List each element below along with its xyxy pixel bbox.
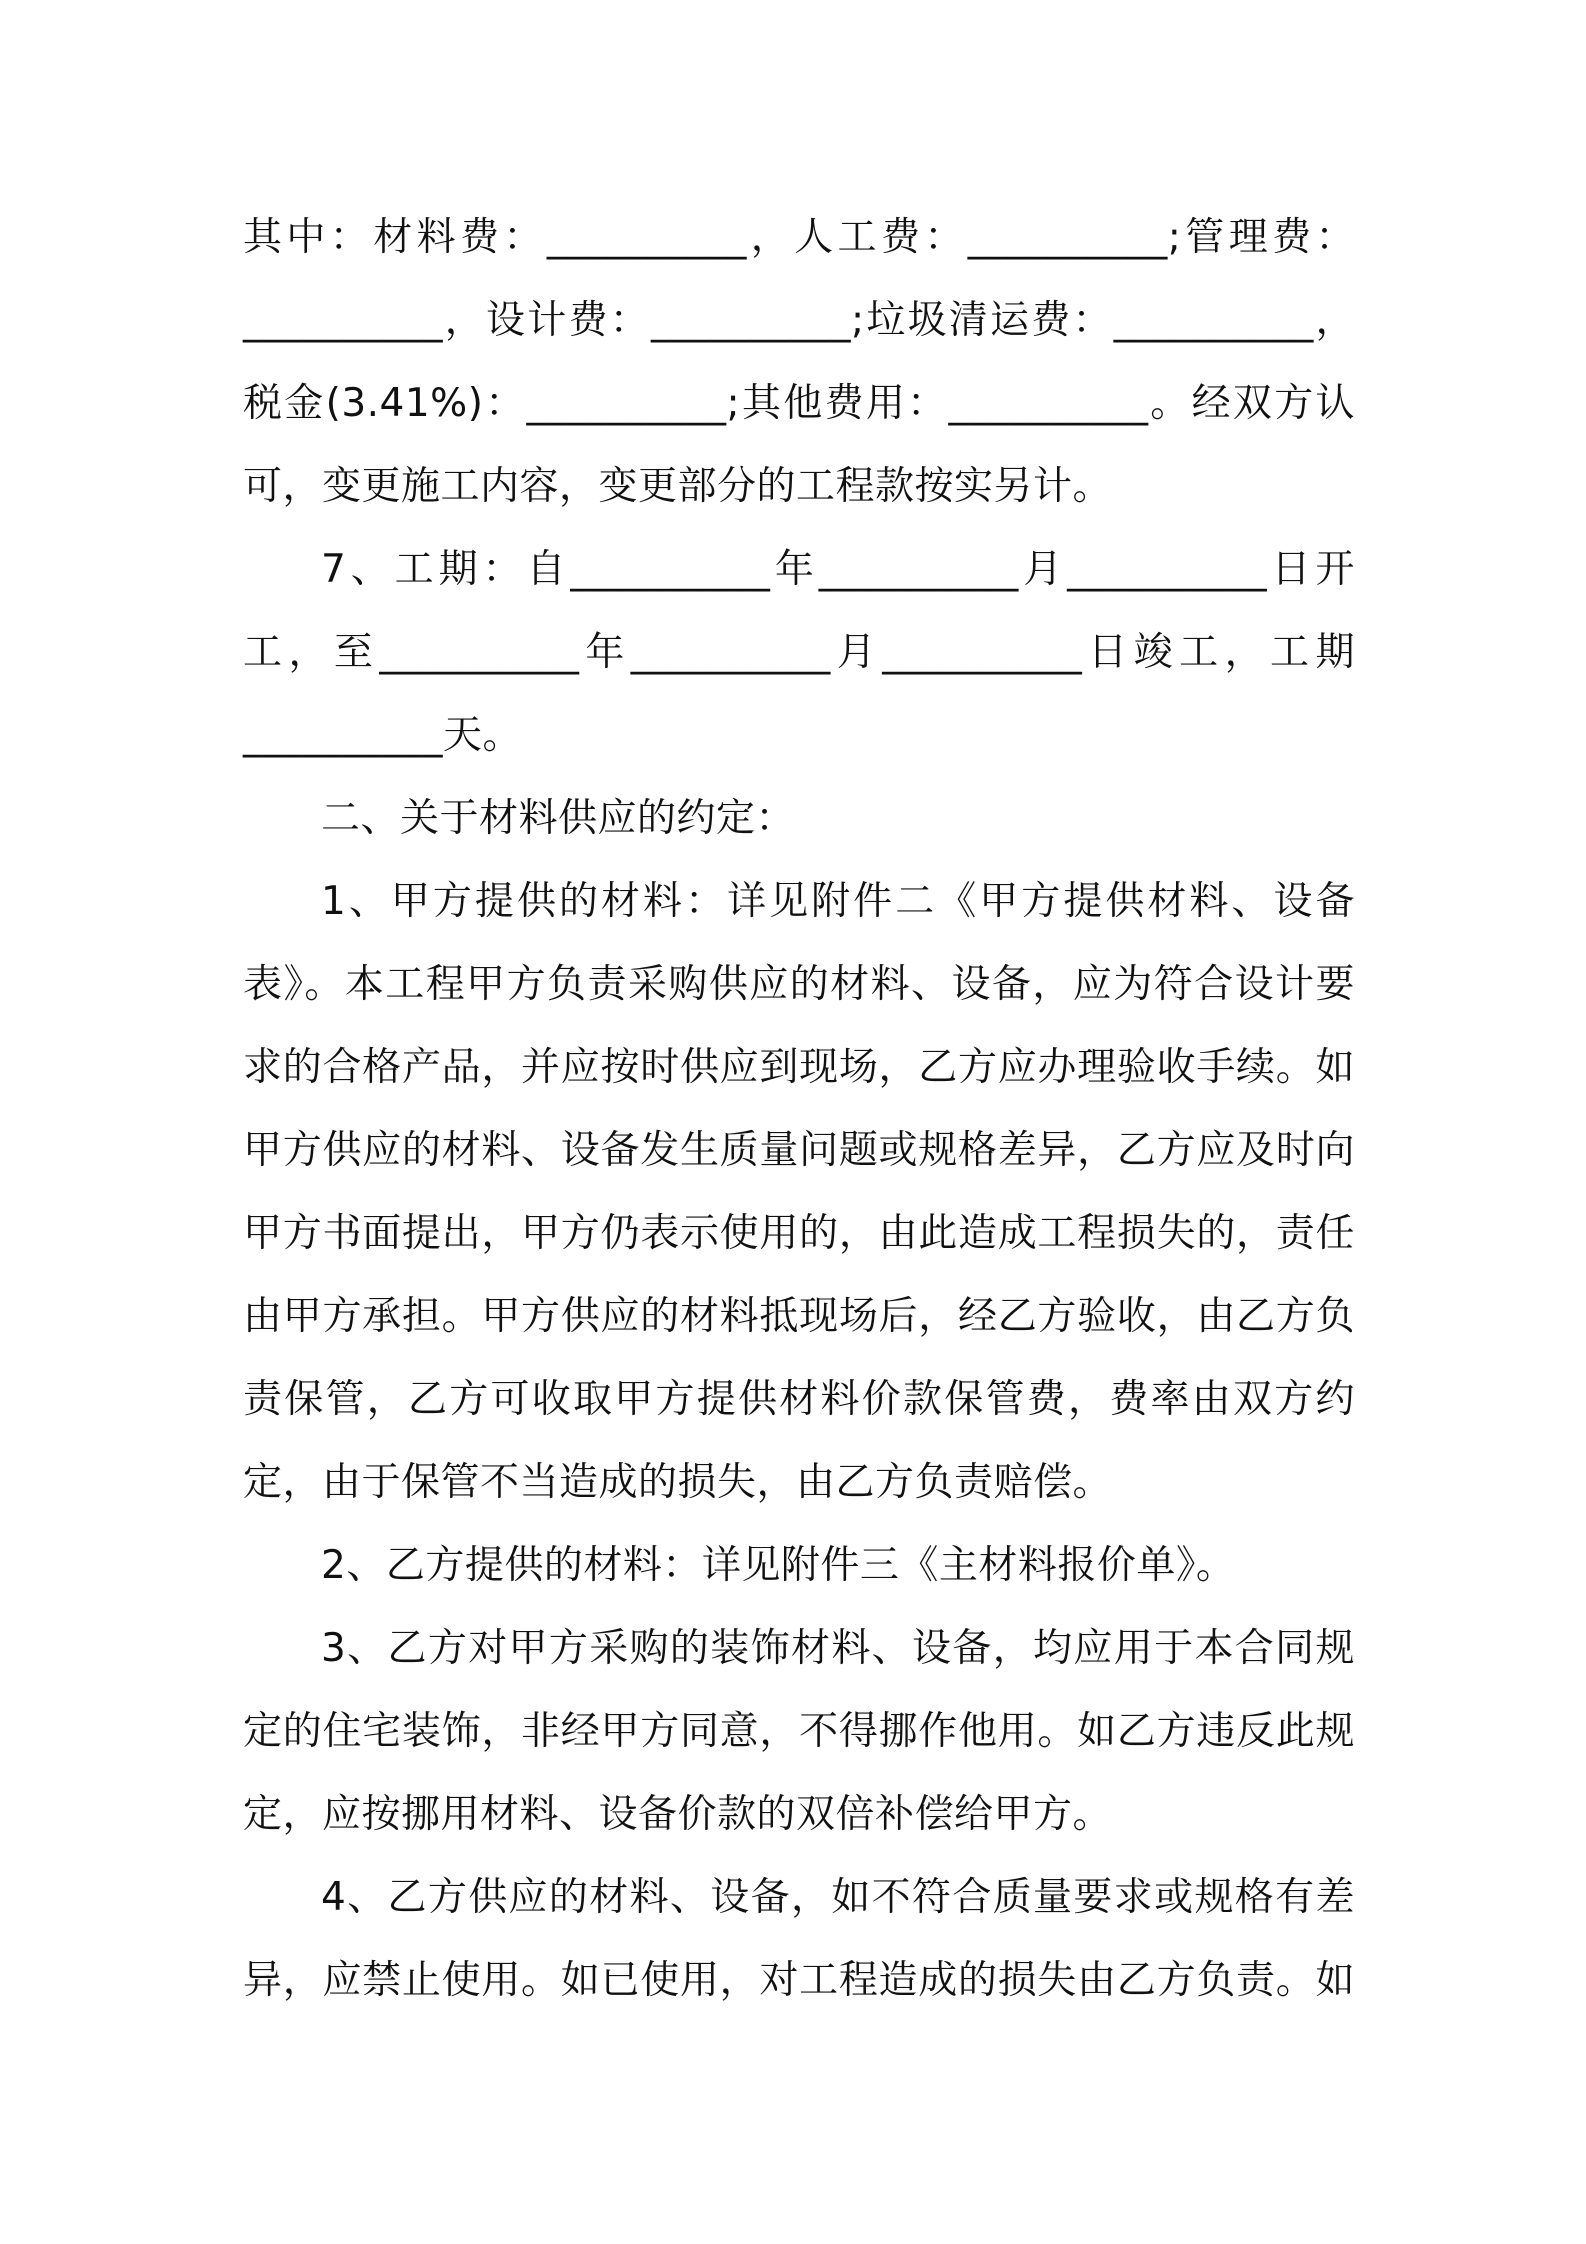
- paragraph-party-a-materials: 1、甲方提供的材料：详见附件二《甲方提供材料、设备表》。本工程甲方负责采购供应的材料、设备，应为符合设计要求的合格产品，并应按时供应到现场，乙方应办理验收手续。如甲方供应的材料、设备发生质量问题或规格差异，乙方应及时向甲方书面提出，甲方仍表示使用的，由此造成工程损失的，责任由甲方承担。甲方供应的材料抵现场后，经乙方验收，由乙方负责保管，乙方可收取甲方提供材料价款保管费，费率由双方约定，由于保管不当造成的损失，由乙方负责赔偿。: [243, 879, 1355, 1505]
- document-body: [243, 196, 1355, 2022]
- paragraph-fee-breakdown: 其中：材料费：__________，人工费：__________;管理费：__________，设计费：__________;垃圾清运费：__________，税金(3.41%)：__________;其他费用：__________。经双方认可，变更施工内容，变更部分的工程款按实另计。: [243, 215, 1355, 509]
- paragraph-construction-period: 7、工期：自__________年__________月__________日开工，至__________年__________月__________日竣工，工期__________天。: [243, 547, 1355, 758]
- paragraph-material-usage: 3、乙方对甲方采购的装饰材料、设备，均应用于本合同规定的住宅装饰，非经甲方同意，不得挪作他用。如乙方违反此规定，应按挪用材料、设备价款的双倍补偿给甲方。: [243, 1626, 1355, 1837]
- section-heading-material-supply: 二、关于材料供应的约定：: [321, 796, 796, 841]
- paragraph-material-quality: 4、乙方供应的材料、设备，如不符合质量要求或规格有差异，应禁止使用。如已使用，对工程造成的损失由乙方负责。如: [243, 1875, 1355, 2003]
- paragraph-party-b-materials: 2、乙方提供的材料：详见附件三《主材料报价单》。: [321, 1543, 1236, 1588]
